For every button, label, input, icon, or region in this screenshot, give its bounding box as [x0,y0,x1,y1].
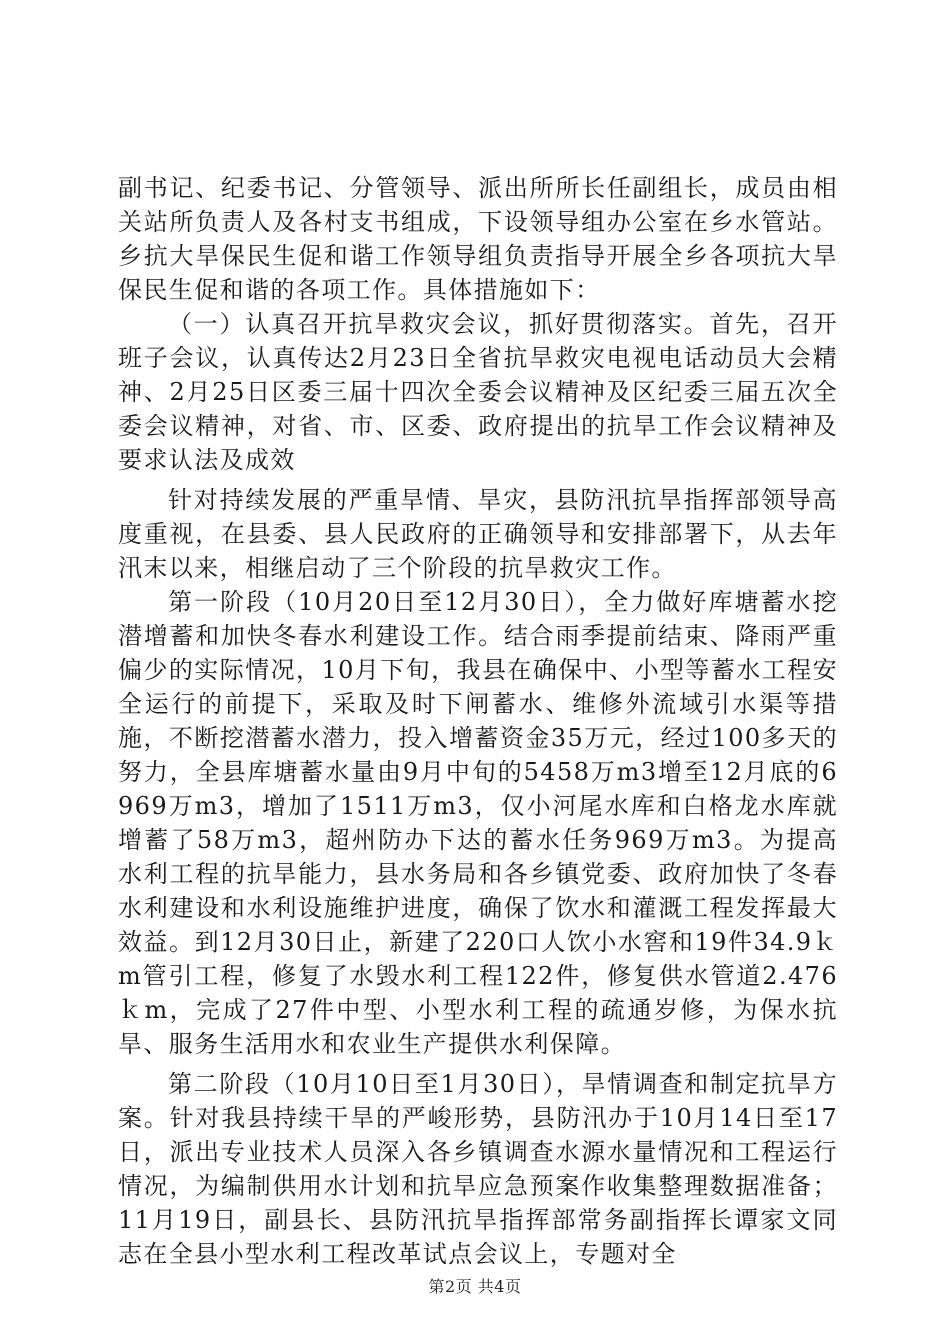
paragraph-stage-two: 第二阶段（10月10日至1月30日），旱情调查和制定抗旱方案。针对我县持续干旱的严峻形势，县防汛办于10月14日至17日，派出专业技术人员深入各乡镇调查水源水量情况和工程运行情况，为编制供用水计划和抗旱应急预案作收集整理数据准备；11月19日，副县长、县防汛抗旱指挥部常务副指挥长谭家文同志在全县小型水利工程改革试点会议上，专题对全 [118,1070,838,1268]
paragraph-measure-one: （一）认真召开抗旱救灾会议，抓好贯彻落实。首先，召开班子会议，认真传达2月23日全省抗旱救灾电视电话动员大会精神、2月25日区委三届十四次全委会议精神及区纪委三届五次全委会议精神，对省、市、区委、政府提出的抗旱工作会议精神及要求认法及成效 [118,310,838,474]
paragraph-drought-response: 针对持续发展的严重旱情、旱灾，县防汛抗旱指挥部领导高度重视，在县委、县人民政府的正确领导和安排部署下，从去年汛末以来，相继启动了三个阶段的抗旱救灾工作。 [118,486,838,582]
page-footer: 第2页 共4页 [428,1277,522,1296]
paragraph-stage-one: 第一阶段（10月20日至12月30日），全力做好库塘蓄水挖潜增蓄和加快冬春水利建设工作。结合雨季提前结束、降雨严重偏少的实际情况，10月下旬，我县在确保中、小型等蓄水工程安全运行的前提下，采取及时下闸蓄水、维修外流域引水渠等措施，不断挖潜蓄水潜力，投入增蓄资金35万元，经过100多天的努力，全县库塘蓄水量由9月中旬的5458万m3增至12月底的6969万m3，增加了1511万m3，仅小河尾水库和白格龙水库就增蓄了58万m3，超州防办下达的蓄水任务969万m3。为提高水利工程的抗旱能力，县水务局和各乡镇党委、政府加快了冬春水利建设和水利设施维护进度，确保了饮水和灌溉工程发挥最大效益。到12月30日止，新建了220口人饮小水窖和19件34.9ｋm管引工程，修复了水毁水利工程122件，修复供水管道2.476ｋm，完成了27件中型、小型水利工程的疏通岁修，为保水抗旱、服务生活用水和农业生产提供水利保障。 [118,588,838,1058]
paragraph-continuation: 副书记、纪委书记、分管领导、派出所所长任副组长，成员由相关站所负责人及各村支书组成，下设领导组办公室在乡水管站。乡抗大旱保民生促和谐工作领导组负责指导开展全乡各项抗大旱保民生促和谐的各项工作。具体措施如下： [118,174,838,304]
document-body [118,171,838,1271]
